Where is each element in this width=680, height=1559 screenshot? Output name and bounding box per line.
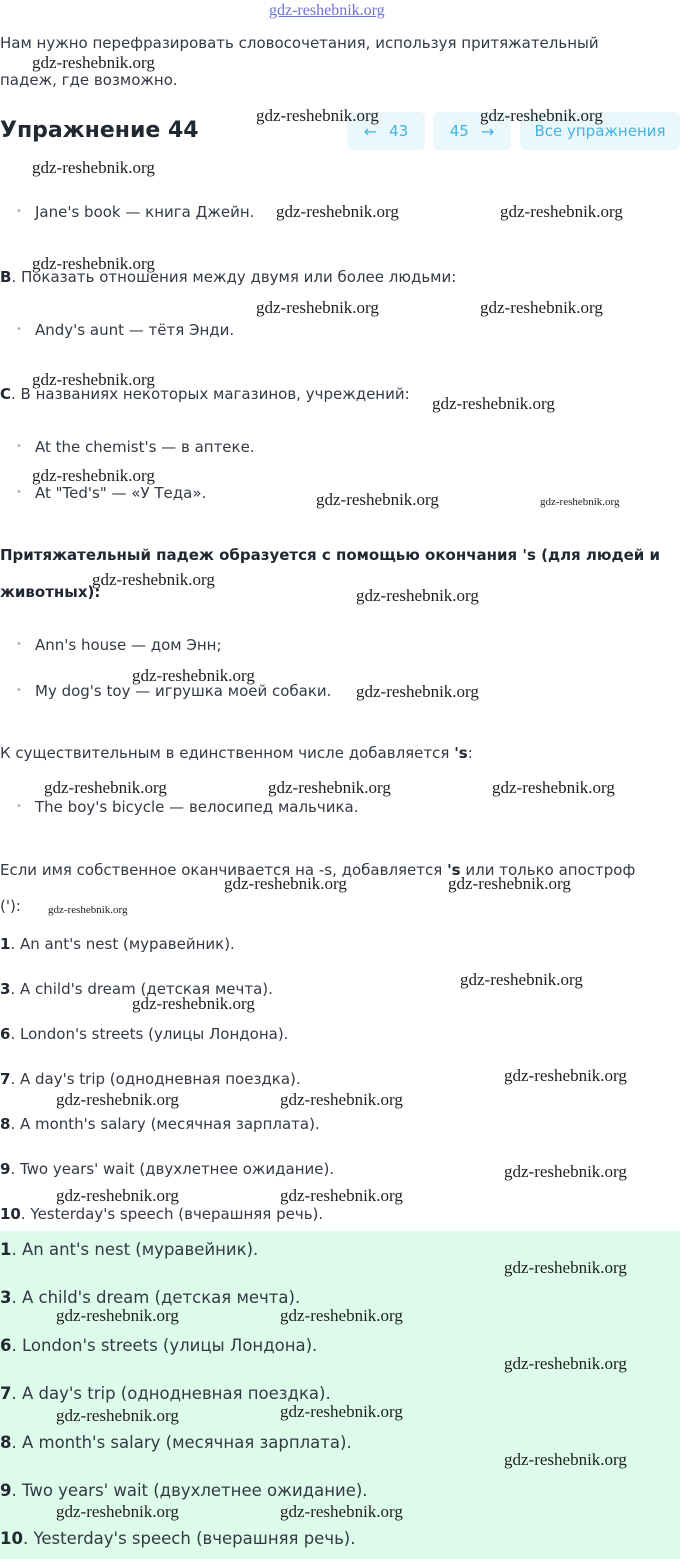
watermark: gdz-reshebnik.org (492, 778, 615, 797)
watermark: gdz-reshebnik.org (504, 1258, 627, 1277)
watermark: gdz-reshebnik.org (132, 666, 255, 685)
example-b: • Andy's aunt — тётя Энди. (16, 321, 234, 339)
section-c-text: . В названиях некоторых магазинов, учреждений: (11, 385, 410, 403)
all-exercises-label: Все упражнения (534, 122, 666, 140)
proper-rule-line-2: ('): (0, 897, 21, 915)
watermark: gdz-reshebnik.org (280, 1402, 403, 1421)
exercise-item: 1. An ant's nest (муравейник). (0, 935, 235, 953)
intro-line-2: падеж, где возможно. (0, 71, 178, 89)
watermark: gdz-reshebnik.org (256, 106, 379, 125)
watermark: gdz-reshebnik.org (500, 202, 623, 221)
watermark: gdz-reshebnik.org (504, 1162, 627, 1181)
watermark: gdz-reshebnik.org (132, 994, 255, 1013)
watermark: gdz-reshebnik.org (56, 1306, 179, 1325)
watermark: gdz-reshebnik.org (356, 586, 479, 605)
watermark: gdz-reshebnik.org (280, 1502, 403, 1521)
watermark: gdz-reshebnik.org (280, 1090, 403, 1109)
exercise-item: 3. A child's dream (детская мечта). (0, 980, 273, 998)
watermark: gdz-reshebnik.org (504, 1066, 627, 1085)
example-a: • Jane's book — книга Джейн. (16, 203, 254, 221)
watermark: gdz-reshebnik.org (356, 682, 479, 701)
example-c-1: • At the chemist's — в аптеке. (16, 438, 255, 456)
answer-item: 6. London's streets (улицы Лондона). (0, 1336, 318, 1355)
rule-line-2: животных): (0, 583, 101, 601)
watermark: gdz-reshebnik.org (32, 158, 155, 177)
answer-item: 3. A child's dream (детская мечта). (0, 1288, 301, 1307)
answer-item: 10. Yesterday's speech (вчерашняя речь). (0, 1529, 356, 1548)
rule-example-1: • Ann's house — дом Энн; (16, 636, 222, 654)
watermark: gdz-reshebnik.org (32, 53, 155, 72)
watermark: gdz-reshebnik.org (460, 970, 583, 989)
answer-item: 1. An ant's nest (муравейник). (0, 1240, 259, 1259)
watermark: gdz-reshebnik.org (224, 874, 347, 893)
watermark: gdz-reshebnik.org (280, 1186, 403, 1205)
watermark: gdz-reshebnik.org (56, 1406, 179, 1425)
watermark: gdz-reshebnik.org (44, 778, 167, 797)
page-title: Упражнение 44 (0, 118, 199, 143)
watermark-top[interactable]: gdz-reshebnik.org (269, 2, 385, 19)
rule-example-2: • My dog's toy — игрушка моей собаки. (16, 682, 331, 700)
prev-exercise-label: 43 (389, 122, 409, 140)
answer-item: 7. A day's trip (однодневная поездка). (0, 1384, 331, 1403)
watermark: gdz-reshebnik.org (56, 1502, 179, 1521)
arrow-left-icon: ← (363, 121, 378, 141)
watermark: gdz-reshebnik.org (480, 298, 603, 317)
watermark: gdz-reshebnik.org (504, 1354, 627, 1373)
proper-rule-line-1: Если имя собственное оканчивается на -s, добавляется 's или только апостроф (0, 861, 636, 879)
watermark: gdz-reshebnik.org (32, 466, 155, 485)
section-b-text: . Показать отношения между двумя или более людьми: (11, 268, 457, 286)
watermark: gdz-reshebnik.org (56, 1186, 179, 1205)
rule-line-1: Притяжательный падеж образуется с помощью окончания 's (для людей и (0, 546, 661, 564)
watermark: gdz-reshebnik.org (32, 254, 155, 273)
exercise-item: 10. Yesterday's speech (вчерашняя речь). (0, 1205, 324, 1223)
exercise-item: 8. A month's salary (месячная зарплата). (0, 1115, 320, 1133)
watermark: gdz-reshebnik.org (280, 1306, 403, 1325)
watermark: gdz-reshebnik.org (32, 370, 155, 389)
exercise-item: 7. A day's trip (однодневная поездка). (0, 1070, 301, 1088)
watermark: gdz-reshebnik.org (540, 496, 620, 508)
answer-item: 8. A month's salary (месячная зарплата). (0, 1433, 352, 1452)
section-c-letter: C (0, 385, 12, 403)
singular-example: • The boy's bicycle — велосипед мальчика. (16, 798, 359, 816)
exercise-item: 6. London's streets (улицы Лондона). (0, 1025, 289, 1043)
watermark: gdz-reshebnik.org (256, 298, 379, 317)
watermark: gdz-reshebnik.org (92, 570, 215, 589)
watermark: gdz-reshebnik.org (56, 1090, 179, 1109)
watermark: gdz-reshebnik.org (432, 394, 555, 413)
answer-item: 9. Two years' wait (двухлетнее ожидание). (0, 1481, 368, 1500)
section-b-letter: B (0, 268, 12, 286)
example-c-2: • At "Ted's" — «У Теда». (16, 484, 206, 502)
arrow-right-icon: → (480, 121, 495, 141)
watermark: gdz-reshebnik.org (480, 106, 603, 125)
watermark: gdz-reshebnik.org (268, 778, 391, 797)
intro-line-1: Нам нужно перефразировать словосочетания, используя притяжательный (0, 34, 599, 52)
singular-rule: К существительным в единственном числе добавляется 's: (0, 744, 473, 762)
watermark: gdz-reshebnik.org (448, 874, 571, 893)
watermark: gdz-reshebnik.org (316, 490, 439, 509)
watermark: gdz-reshebnik.org (48, 904, 128, 916)
watermark: gdz-reshebnik.org (504, 1450, 627, 1469)
watermark: gdz-reshebnik.org (276, 202, 399, 221)
next-exercise-label: 45 (449, 122, 469, 140)
exercise-item: 9. Two years' wait (двухлетнее ожидание). (0, 1160, 335, 1178)
